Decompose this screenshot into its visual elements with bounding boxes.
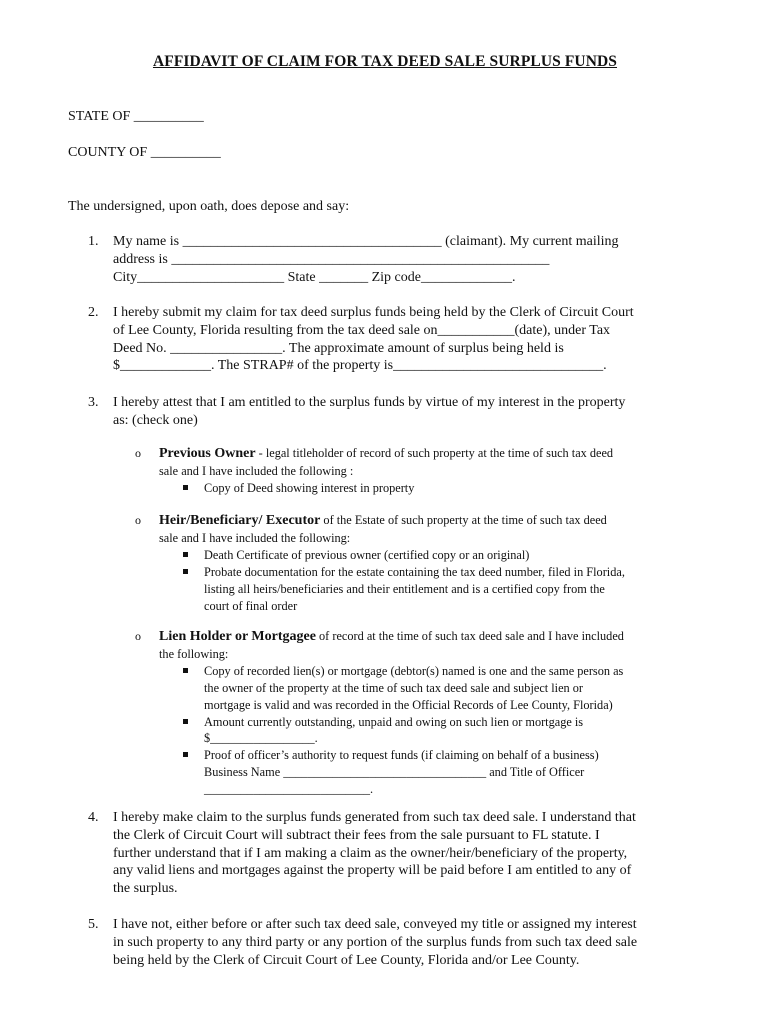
option-lien-holder (135, 628, 695, 798)
item-line: address is ______________________________________________________ (113, 251, 550, 267)
numbered-item (88, 304, 688, 375)
option-text: the following: (159, 646, 229, 661)
circle-bullet-icon: o (135, 446, 141, 460)
item-line: as: (check one) (113, 412, 198, 428)
option-previous-owner (135, 445, 695, 497)
county-line: COUNTY OF __________ (68, 145, 221, 160)
item-line: I hereby submit my claim for tax deed surplus funds being held by the Clerk of Circuit Court (113, 305, 634, 320)
item-line: of Lee County, Florida resulting from the tax deed sale on___________(date), under Tax (113, 322, 611, 338)
option-lead: Heir/Beneficiary/ Executor (159, 513, 321, 528)
square-bullet-icon (183, 719, 188, 724)
list-item: Proof of officer’s authority to request funds (if claiming on behalf of a business) Business Name _________________________________ and Title of Officer ___________________________. (181, 747, 695, 798)
item-number: 2. (88, 305, 99, 320)
option-text: sale and I have included the following: (159, 530, 351, 545)
list-item: Probate documentation for the estate containing the tax deed number, filed in Florida, listing all heirs/beneficiaries and their entitlement and is a certified copy from the court of final order (181, 564, 695, 615)
item-line: being held by the Clerk of Circuit Court of Lee County, Florida and/or Lee County. (113, 952, 580, 968)
numbered-item (88, 916, 688, 969)
item-line: any valid liens and mortgages against the property will be paid before I am entitled to any of (113, 863, 632, 879)
option-text: of the Estate of such property at the time of such tax deed (320, 513, 607, 527)
document-title: AFFIDAVIT OF CLAIM FOR TAX DEED SALE SURPLUS FUNDS (152, 53, 618, 70)
state-line: STATE OF __________ (68, 109, 204, 124)
option-text: of record at the time of such tax deed sale and I have included (315, 629, 624, 643)
item-line: My name is _____________________________________ (claimant). My current mailing (113, 234, 619, 249)
item-line: City_____________________ State _______ Zip code_____________. (113, 269, 516, 285)
item-number: 4. (88, 810, 99, 825)
option-lead: Lien Holder or Mortgagee (159, 629, 316, 644)
item-line: Deed No. ________________. The approximate amount of surplus being held is (113, 340, 564, 356)
item-line: I hereby attest that I am entitled to the surplus funds by virtue of my interest in the property (113, 395, 626, 410)
list-item: Amount currently outstanding, unpaid and owing on such lien or mortgage is $_________________. (181, 714, 695, 748)
numbered-item (88, 809, 688, 898)
item-line: I have not, either before or after such tax deed sale, conveyed my title or assigned my interest (113, 917, 637, 932)
square-bullet-icon (183, 569, 188, 574)
list-item: Copy of recorded lien(s) or mortgage (debtor(s) named is one and the same person as the owner of the property at the time of such tax deed sale and subject lien or mortgage is valid and was recorded in the Official Records of Lee County, Florida) (181, 663, 695, 714)
item-number: 5. (88, 917, 99, 932)
item-number: 3. (88, 395, 99, 410)
item-number: 1. (88, 234, 99, 249)
intro-text: The undersigned, upon oath, does depose and say: (68, 199, 350, 214)
option-text: - legal titleholder of record of such property at the time of such tax deed (255, 446, 614, 460)
item-line: $_____________. The STRAP# of the property is______________________________. (113, 358, 607, 374)
option-heir-beneficiary (135, 512, 695, 614)
list-item: Death Certificate of previous owner (certified copy or an original) (181, 547, 695, 564)
list-item: Copy of Deed showing interest in property (181, 480, 695, 497)
circle-bullet-icon: o (135, 629, 141, 643)
square-bullet-icon (183, 485, 188, 490)
square-bullet-icon (183, 752, 188, 757)
option-text: sale and I have included the following : (159, 463, 354, 478)
square-bullet-icon (183, 668, 188, 673)
numbered-item (88, 394, 688, 430)
item-line: the Clerk of Circuit Court will subtract their fees from the sale pursuant to FL statute. I (113, 827, 600, 843)
item-line: further understand that if I am making a claim as the owner/heir/beneficiary of the property, (113, 845, 628, 861)
square-bullet-icon (183, 552, 188, 557)
item-line: the surplus. (113, 881, 178, 897)
circle-bullet-icon: o (135, 513, 141, 527)
option-lead: Previous Owner (159, 446, 256, 461)
numbered-item (88, 233, 688, 286)
item-line: I hereby make claim to the surplus funds generated from such tax deed sale. I understand that (113, 810, 636, 825)
item-line: in such property to any third party or any portion of the surplus funds from such tax deed sale (113, 934, 638, 950)
